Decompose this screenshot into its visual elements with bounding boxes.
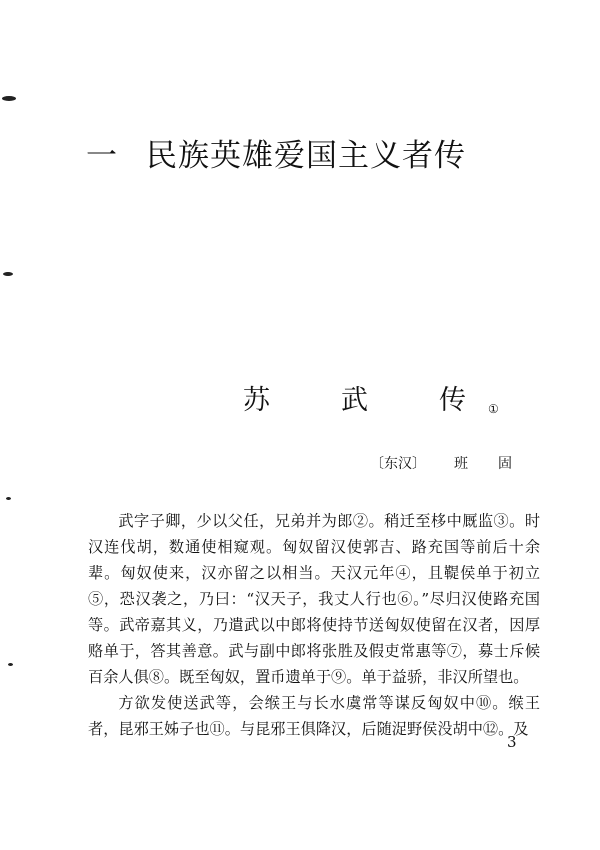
- scan-mark: [8, 663, 13, 666]
- footnote-marker: ①: [488, 402, 499, 416]
- author-dynasty: 〔东汉〕: [370, 456, 426, 472]
- article-title: [243, 378, 499, 417]
- scan-mark: [6, 497, 11, 500]
- paragraph: 武字子卿，少以父任，兄弟并为郎②。稍迁至栘中厩监③。时汉连伐胡，数通使相窥观。匈奴留汉使郭吉、路充国等前后十余辈。匈奴使来，汉亦留之以相当。天汉元年④，且鞮侯单于初立⑤，恐汉袭之，乃曰：“汉天子，我丈人行也⑥。”尽归汉使路充国等。武帝嘉其义，乃遣武以中郎将使持节送匈奴使留在汉者，因厚赂单于，答其善意。武与副中郎将张胜及假吏常惠等⑦，募士斥候百余人俱⑧。既至匈奴，置币遗单于⑨。单于益骄，非汉所望也。: [88, 512, 540, 686]
- scan-mark: [2, 96, 16, 101]
- author-name: 班 固: [454, 456, 520, 472]
- article-title-text: 苏 武 传: [243, 385, 488, 416]
- chapter-heading: [86, 130, 466, 175]
- page-number: 3: [507, 733, 517, 751]
- chapter-number: 一: [86, 138, 118, 174]
- paragraph: 方欲发使送武等，会缑王与长水虞常等谋反匈奴中⑩。缑王者，昆邪王姊子也⑪。与昆邪王俱降汉，后随浞野侯没胡中⑫。及: [88, 694, 540, 738]
- scan-mark: [3, 272, 13, 276]
- body-text: [88, 508, 540, 742]
- author-line: [370, 453, 520, 473]
- chapter-title: 民族英雄爱国主义者传: [146, 138, 466, 174]
